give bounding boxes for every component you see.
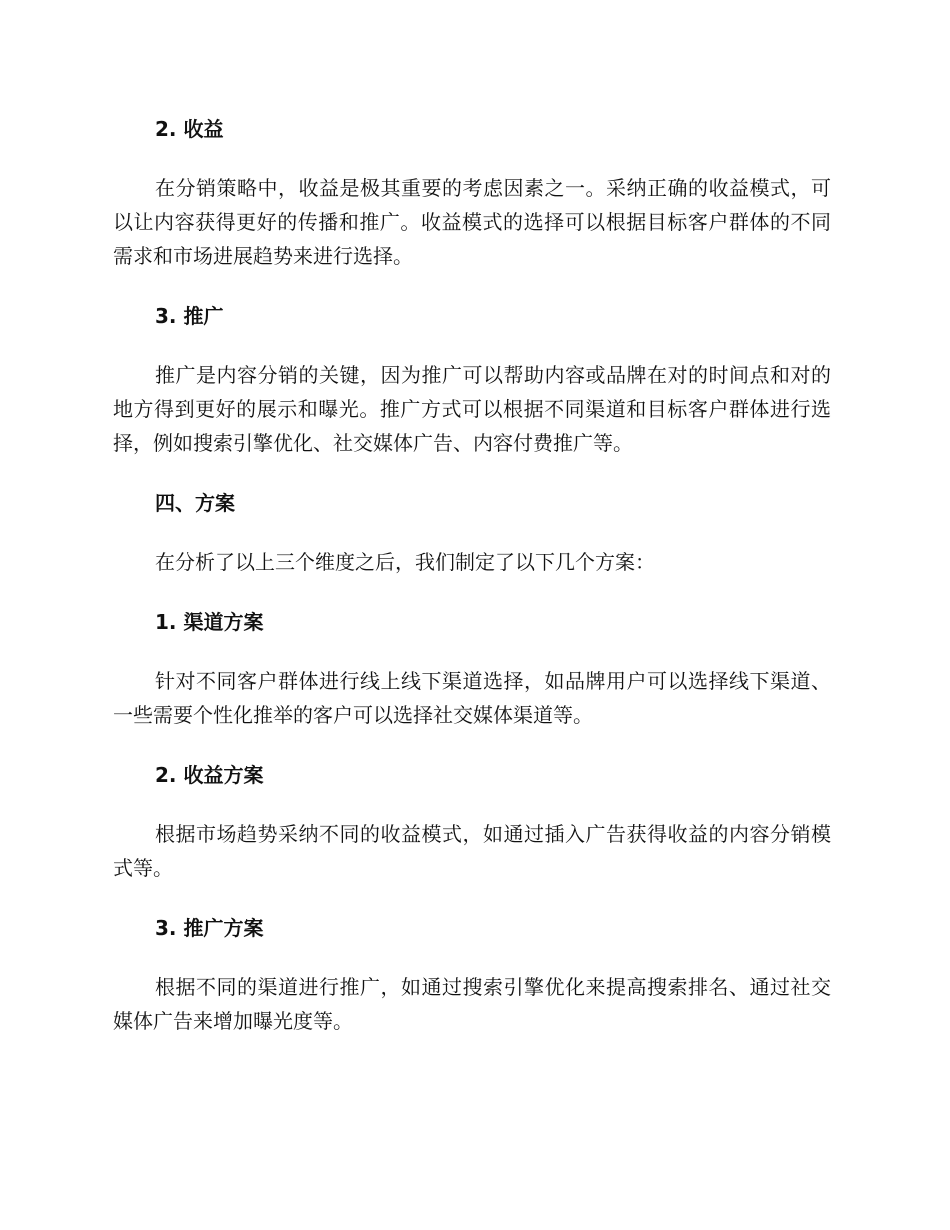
paragraph-channel-plan: 针对不同客户群体进行线上线下渠道选择，如品牌用户可以选择线下渠道、一些需要个性化推举的客户可以选择社交媒体渠道等。 xyxy=(113,669,831,727)
paragraph-promotion-plan: 根据不同的渠道进行推广，如通过搜索引擎优化来提高搜索排名、通过社交媒体广告来增加曝光度等。 xyxy=(113,975,831,1033)
paragraph-promotion: 推广是内容分销的关键，因为推广可以帮助内容或品牌在对的时间点和对的地方得到更好的展示和曝光。推广方式可以根据不同渠道和目标客户群体进行选择，例如搜索引擎优化、社交媒体广告、内容付费推广等。 xyxy=(113,363,831,455)
document-body xyxy=(113,112,831,1038)
heading-promotion-plan: 3. 推广方案 xyxy=(155,916,264,940)
heading-promotion: 3. 推广 xyxy=(155,304,224,328)
heading-channel-plan: 1. 渠道方案 xyxy=(155,610,264,634)
paragraph-revenue-plan: 根据市场趋势采纳不同的收益模式，如通过插入广告获得收益的内容分销模式等。 xyxy=(113,822,831,880)
heading-revenue: 2. 收益 xyxy=(155,117,224,141)
heading-plan: 四、方案 xyxy=(155,491,235,515)
paragraph-revenue: 在分销策略中，收益是极其重要的考虑因素之一。采纳正确的收益模式，可以让内容获得更好的传播和推广。收益模式的选择可以根据目标客户群体的不同需求和市场进展趋势来进行选择。 xyxy=(113,176,831,268)
paragraph-plan-intro: 在分析了以上三个维度之后，我们制定了以下几个方案： xyxy=(155,550,655,574)
heading-revenue-plan: 2. 收益方案 xyxy=(155,763,264,787)
